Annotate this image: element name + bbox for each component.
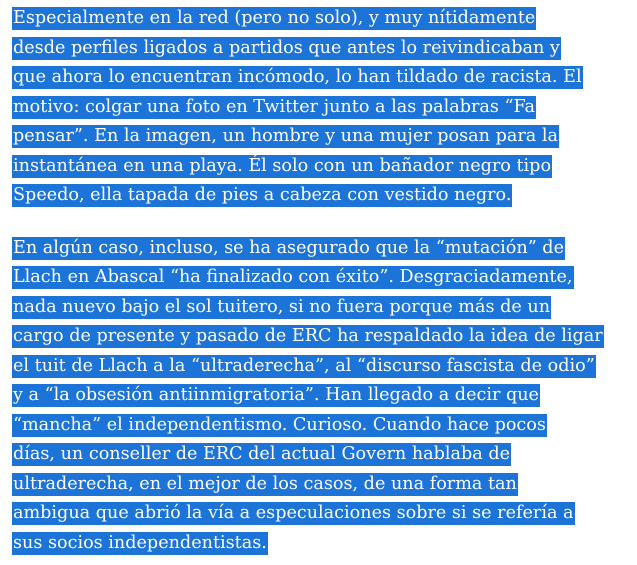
text-line	[12, 234, 634, 264]
selected-text[interactable]: motivo: colgar una foto en Twitter junto a las palabras “Fa	[13, 96, 535, 117]
selected-text[interactable]: pensar”. En la imagen, un hombre y una mujer posan para la	[13, 126, 558, 146]
selected-text[interactable]: y a “la obsesión antiinmigratoria”. Han llegado a decir que	[13, 385, 539, 405]
text-line	[12, 322, 634, 352]
text-line	[12, 181, 634, 211]
article-body	[12, 4, 634, 558]
text-line	[12, 529, 634, 559]
text-line	[12, 63, 634, 93]
text-line	[12, 152, 634, 182]
selected-text[interactable]: días, un conseller de ERC del actual Govern hablaba de	[13, 444, 511, 464]
selected-text[interactable]: “mancha” el independentismo. Curioso. Cuando hace pocos	[13, 414, 546, 435]
text-line	[12, 499, 634, 529]
selected-text[interactable]: ultraderecha, en el mejor de los casos, de una forma tan	[13, 473, 517, 494]
selected-text[interactable]: nada nuevo bajo el sol tuitero, si no fuera porque más de un	[13, 296, 551, 317]
selected-text[interactable]: el tuit de Llach a la “ultraderecha”, al “discurso fascista de odio”	[13, 355, 595, 376]
text-line	[12, 470, 634, 500]
text-line	[12, 293, 634, 323]
text-line	[12, 440, 634, 470]
text-line	[12, 411, 634, 441]
selected-text[interactable]: sus socios independentistas.	[13, 532, 267, 553]
selected-text[interactable]: cargo de presente y pasado de ERC ha respaldado la idea de ligar	[13, 326, 603, 346]
text-line	[12, 352, 634, 382]
selected-text[interactable]: desde perfiles ligados a partidos que antes lo reivindicaban y	[13, 37, 560, 58]
selected-text[interactable]: instantánea en una playa. Él solo con un bañador negro tipo	[13, 155, 552, 176]
text-line	[12, 93, 634, 123]
paragraph-1	[12, 4, 634, 211]
text-line	[12, 381, 634, 411]
paragraph-2	[12, 234, 634, 559]
selected-text[interactable]: Llach en Abascal “ha finalizado con éxito”. Desgraciadamente,	[13, 267, 573, 287]
selected-text[interactable]: Especialmente en la red (pero no solo), y muy nítidamente	[13, 8, 536, 28]
text-line	[12, 4, 634, 34]
text-line	[12, 34, 634, 64]
selected-text[interactable]: ambigua que abrió la vía a especulaciones sobre si se refería a	[13, 503, 574, 523]
selected-text[interactable]: En algún caso, incluso, se ha asegurado que la “mutación” de	[13, 237, 564, 258]
text-line	[12, 122, 634, 152]
text-line	[12, 263, 634, 293]
selected-text[interactable]: Speedo, ella tapada de pies a cabeza con vestido negro.	[13, 185, 512, 205]
selected-text[interactable]: que ahora lo encuentran incómodo, lo han tildado de racista. El	[13, 67, 582, 87]
